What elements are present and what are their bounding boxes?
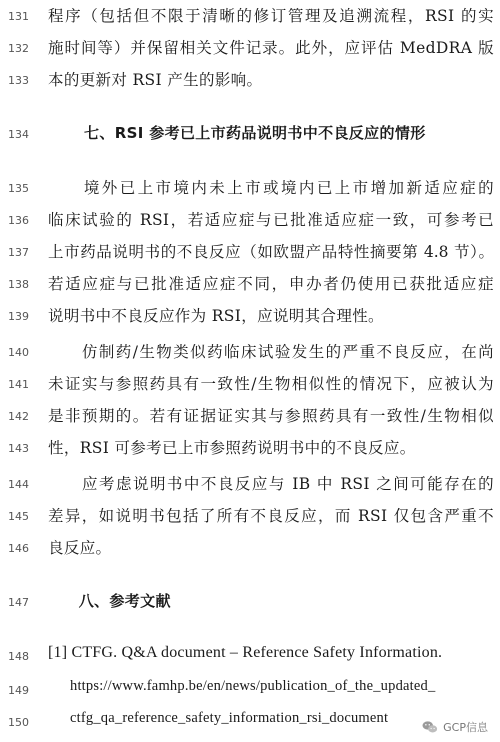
line-number: 135 [8,182,29,195]
line-text: 程序（包括但不限于清晰的修订管理及追溯流程，RSI 的实 [48,7,494,25]
line-text: 临床试验的 RSI，若适应症与已批准适应症一致，可参考已 [48,211,494,229]
line-number: 143 [8,442,29,455]
line-text: 本的更新对 RSI 产生的影响。 [48,71,263,89]
reference-url: ctfg_qa_reference_safety_information_rsi_document [70,710,389,726]
document-line [0,434,500,464]
reference-line [0,642,500,672]
line-text: 良反应。 [48,539,112,557]
document-line [0,206,500,236]
watermark-text: GCP信息 [443,721,488,734]
line-number: 141 [8,378,29,391]
document-line [0,470,500,500]
reference-url: https://www.famhp.be/en/news/publication_of_the_updated_ [70,678,436,694]
document-line [0,2,500,32]
line-number: 136 [8,214,29,227]
line-text: 是非预期的。若有证据证实其与参照药具有一致性/生物相似 [48,407,494,425]
watermark [417,716,492,738]
line-number: 147 [8,596,29,609]
wechat-icon [421,718,439,736]
line-text: 说明书中不良反应作为 RSI，应说明其合理性。 [48,307,384,325]
line-number: 142 [8,410,29,423]
line-number: 137 [8,246,29,259]
line-number: 146 [8,542,29,555]
document-line [0,338,500,368]
document-line [0,402,500,432]
line-text: 上市药品说明书的不良反应（如欧盟产品特性摘要第 4.8 节）。 [48,243,494,261]
line-number: 132 [8,42,29,55]
line-number: 133 [8,74,29,87]
line-text: 境外已上市境内未上市或境内已上市增加新适应症的 [48,179,494,197]
line-text: 若适应症与已批准适应症不同，申办者仍使用已获批适应症 [48,275,494,293]
document-line [0,270,500,300]
document-line [0,34,500,64]
reference-line [0,676,500,706]
line-text: 施时间等）并保留相关文件记录。此外，应评估 MedDRA 版 [48,39,494,57]
line-number: 140 [8,346,29,359]
section-heading [0,588,500,618]
line-number: 131 [8,10,29,23]
line-number: 139 [8,310,29,323]
line-number: 150 [8,716,29,729]
line-number: 149 [8,684,29,697]
document-line [0,534,500,564]
heading-text: 八、参考文献 [48,592,171,610]
section-heading [0,120,500,150]
document-line [0,370,500,400]
line-number: 138 [8,278,29,291]
line-number: 148 [8,650,29,663]
reference-text: [1] CTFG. Q&A document – Reference Safety Information. [48,644,443,661]
document-line [0,174,500,204]
heading-text: 七、RSI 参考已上市药品说明书中不良反应的情形 [84,124,426,142]
line-text: 性，RSI 可参考已上市参照药说明书中的不良反应。 [48,439,416,457]
line-text: 仿制药/生物类似药临床试验发生的严重不良反应，在尚 [48,343,494,361]
document-line [0,66,500,96]
document-line [0,502,500,532]
line-text: 应考虑说明书中不良反应与 IB 中 RSI 之间可能存在的 [48,475,494,493]
document-line [0,238,500,268]
line-text: 差异，如说明书包括了所有不良反应，而 RSI 仅包含严重不 [48,507,494,525]
line-number: 145 [8,510,29,523]
line-number: 134 [8,128,29,141]
line-text: 未证实与参照药具有一致性/生物相似性的情况下，应被认为 [48,375,494,393]
document-line [0,302,500,332]
line-number: 144 [8,478,29,491]
